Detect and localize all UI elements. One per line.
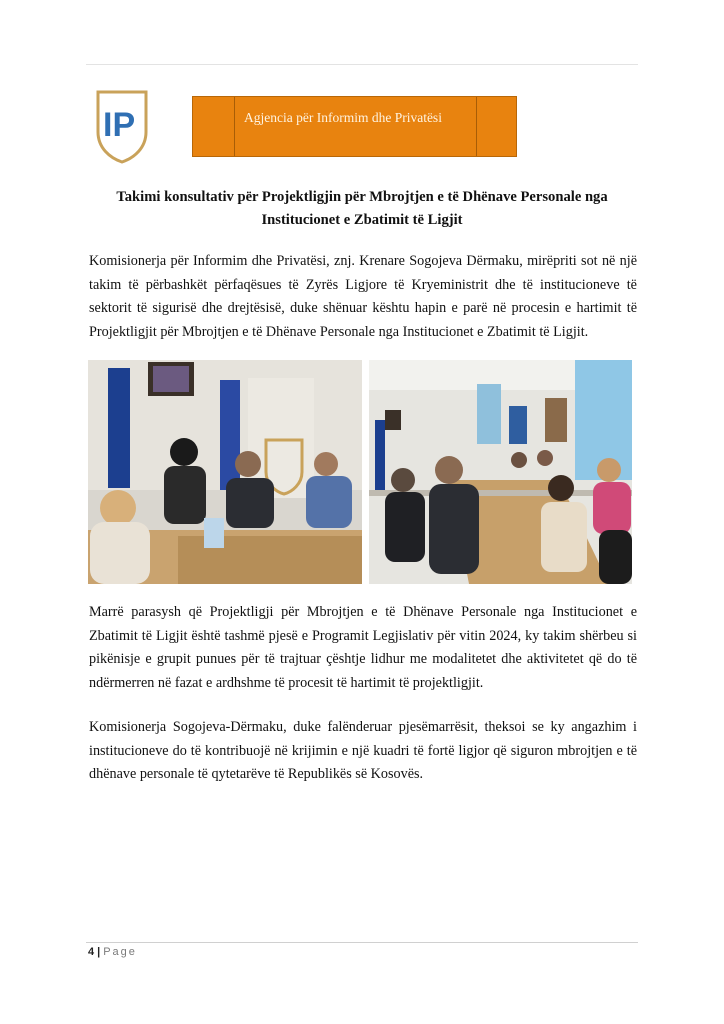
page-footer <box>88 946 137 958</box>
article-title-line: Institucionet e Zbatimit të Ligjit <box>261 212 463 228</box>
agency-name: Agjencia për Informim dhe Privatësi <box>244 110 442 125</box>
header-divider <box>86 64 638 65</box>
paragraph-intro: Komisionerja për Informim dhe Privatësi, znj. Krenare Sogojeva Dërmaku, mirëpriti sot në një takim të përbashkët përfaqësues të Zyrës Ligjore të Kryeministrit dhe të institucioneve të sektorit të sigurisë dhe drejtësisë, duke shënuar kështu hapin e parë në procesin e hartimit të Projektligjit për Mbrojtjen e të Dhënave Personale nga Institucionet e Zbatimit të Ligjit. <box>89 253 637 340</box>
agency-banner <box>192 96 517 157</box>
paragraph-legislative-program: Marrë parasysh që Projektligji për Mbrojtjen e të Dhënave Personale nga Institucionet e Zbatimit të Ligjit është tashmë pjesë e Programit Legjislativ për vitin 2024, ky takim shërbeu si pikënisje e grupit punues për të trajtuar çështje lidhur me modalitetet dhe aktivitetet që do të ndërmerren në fazat e ardhshme të procesit të hartimit të projektligjit. <box>89 604 637 691</box>
page-number: 4 <box>88 946 95 958</box>
meeting-photo-right <box>369 360 632 584</box>
footer-separator: | <box>97 946 101 958</box>
footer-divider <box>86 942 638 943</box>
page-label: Page <box>103 946 137 958</box>
logo-text: IP <box>103 106 136 144</box>
article-title <box>96 186 628 232</box>
agency-logo <box>92 88 150 164</box>
meeting-photo-left <box>88 360 362 584</box>
banner-divider <box>476 97 477 156</box>
paragraph-commissioner-statement: Komisionerja Sogojeva-Dërmaku, duke falënderuar pjesëmarrësit, theksoi se ky angazhim i institucioneve do të kontribuojë në krijimin e një kuadri të fortë ligjor që siguron mbrojtjen e të dhënave personale të qytetarëve të Republikës së Kosovës. <box>89 719 637 782</box>
banner-divider <box>234 97 235 156</box>
article-title-line: Takimi konsultativ për Projektligjin për Mbrojtjen e të Dhënave Personale nga <box>116 189 608 205</box>
